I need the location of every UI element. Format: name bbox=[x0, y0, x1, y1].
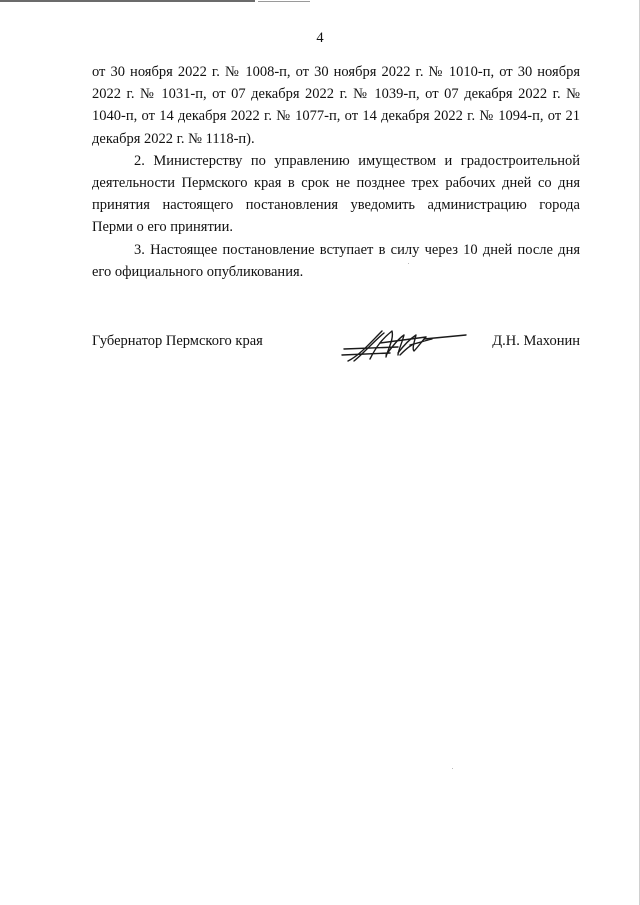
page-number: 4 bbox=[316, 30, 324, 46]
document-body bbox=[92, 61, 580, 283]
paragraph-item-3: 3. Настоящее постановление вступает в силу через 10 дней после дня его официального опубликования. bbox=[92, 241, 580, 280]
signer-name: Д.Н. Махонин bbox=[492, 333, 580, 349]
paragraph-item-2: 2. Министерству по управлению имуществом и градостроительной деятельности Пермского края в срок не позднее трех рабочих дней со дня принятия настоящего постановления уведомить администрацию города Перми о его принятии. bbox=[92, 152, 580, 236]
paragraph-continuation: от 30 ноября 2022 г. № 1008-п, от 30 ноября 2022 г. № 1010-п, от 30 ноября 2022 г. № 1031-п, от 07 декабря 2022 г. № 1039-п, от 07 декабря 2022 г. № 1040-п, от 14 декабря 2022 г. № 1077-п, от 14 декабря 2022 г. № 1094-п, от 21 декабря 2022 г. № 1118-п). bbox=[92, 64, 580, 147]
signer-title: Губернатор Пермского края bbox=[92, 333, 263, 349]
signature-block bbox=[92, 331, 580, 371]
handwritten-signature-icon bbox=[340, 325, 470, 365]
scan-speck bbox=[408, 263, 409, 264]
scan-artifact-line bbox=[0, 0, 255, 2]
scan-artifact-line-2 bbox=[258, 1, 310, 2]
scan-speck bbox=[452, 768, 453, 769]
